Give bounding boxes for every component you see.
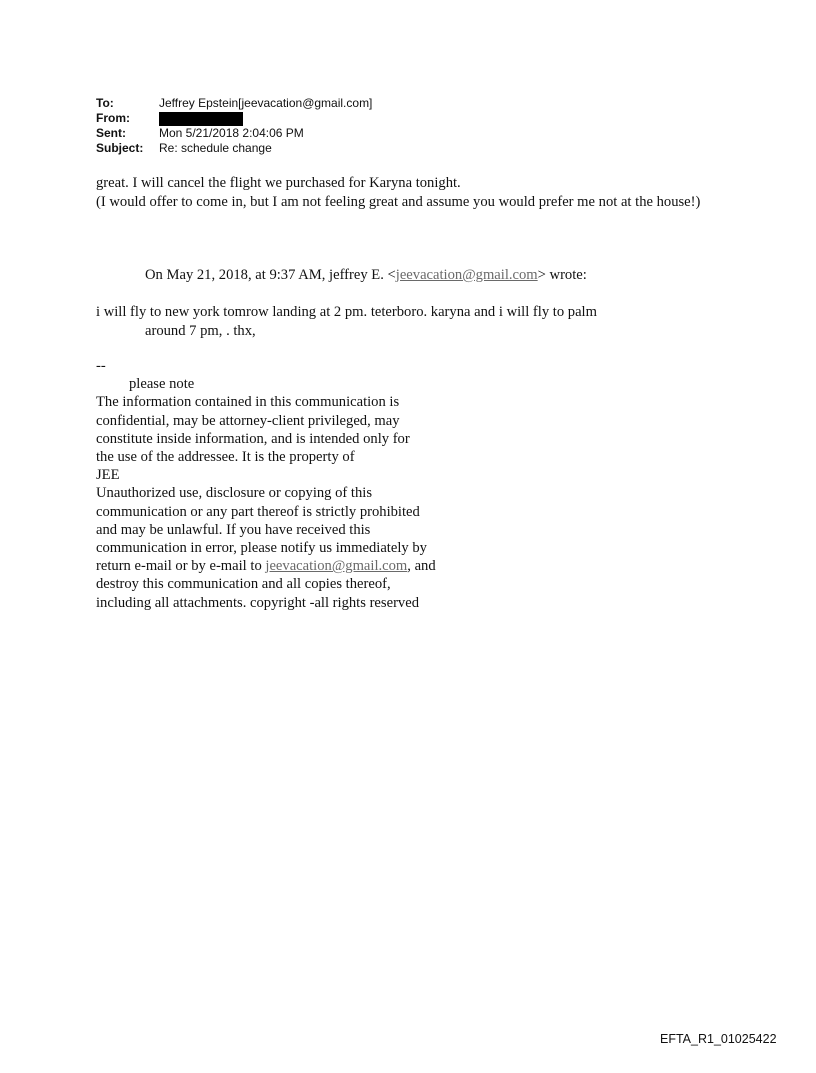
to-label: To: [96, 96, 114, 110]
signature-line: including all attachments. copyright -all rights reserved [96, 594, 419, 611]
signature-dashes: -- [96, 358, 106, 374]
original-line-1: i will fly to new york tomrow landing at 2 pm. teterboro. karyna and i will fly to palm [96, 304, 597, 320]
signature-line: communication or any part thereof is strictly prohibited [96, 503, 420, 520]
signature-line: communication in error, please notify us immediately by [96, 540, 427, 557]
to-value: Jeffrey Epstein[jeevacation@gmail.com] [159, 96, 373, 110]
quote-prefix: On May 21, 2018, at 9:37 AM, jeffrey E. < [145, 267, 396, 283]
from-row [96, 111, 372, 126]
signature-line: destroy this communication and all copies thereof, [96, 576, 391, 593]
quote-suffix: > wrote: [537, 267, 587, 283]
subject-label: Subject: [96, 141, 144, 155]
subject-row [96, 141, 372, 156]
subject-value: Re: schedule change [159, 141, 272, 155]
sent-row [96, 126, 372, 141]
reply-line-1: great. I will cancel the flight we purchased for Karyna tonight. [96, 175, 461, 191]
signature-note: please note [129, 376, 195, 393]
signature-line: constitute inside information, and is intended only for [96, 430, 410, 447]
signature-email-link[interactable]: jeevacation@gmail.com [265, 558, 408, 575]
sent-label: Sent: [96, 126, 126, 140]
signature-block [96, 357, 436, 612]
return-suffix: , and [407, 558, 436, 575]
from-label: From: [96, 111, 130, 125]
email-header [96, 96, 372, 156]
original-line-2: around 7 pm, . thx, [145, 323, 256, 339]
signature-line: JEE [96, 467, 120, 484]
reply-body [96, 174, 736, 212]
signature-line: confidential, may be attorney-client privileged, may [96, 412, 400, 429]
original-message [96, 303, 597, 341]
signature-line: The information contained in this communication is [96, 394, 400, 411]
quote-email-link[interactable]: jeevacation@gmail.com [395, 267, 538, 283]
signature-line: the use of the addressee. It is the property of [96, 449, 355, 466]
signature-return-line [96, 557, 436, 575]
signature-line: Unauthorized use, disclosure or copying of this [96, 485, 373, 502]
signature-line: and may be unlawful. If you have received this [96, 521, 371, 538]
redaction-bar [159, 112, 243, 126]
document-id: EFTA_R1_01025422 [660, 1032, 777, 1046]
reply-line-2: (I would offer to come in, but I am not feeling great and assume you would prefer me not at the house!) [96, 194, 701, 210]
return-prefix: return e-mail or by e-mail to [96, 558, 266, 575]
to-row [96, 96, 372, 111]
quote-header [145, 266, 587, 285]
sent-value: Mon 5/21/2018 2:04:06 PM [159, 126, 304, 140]
